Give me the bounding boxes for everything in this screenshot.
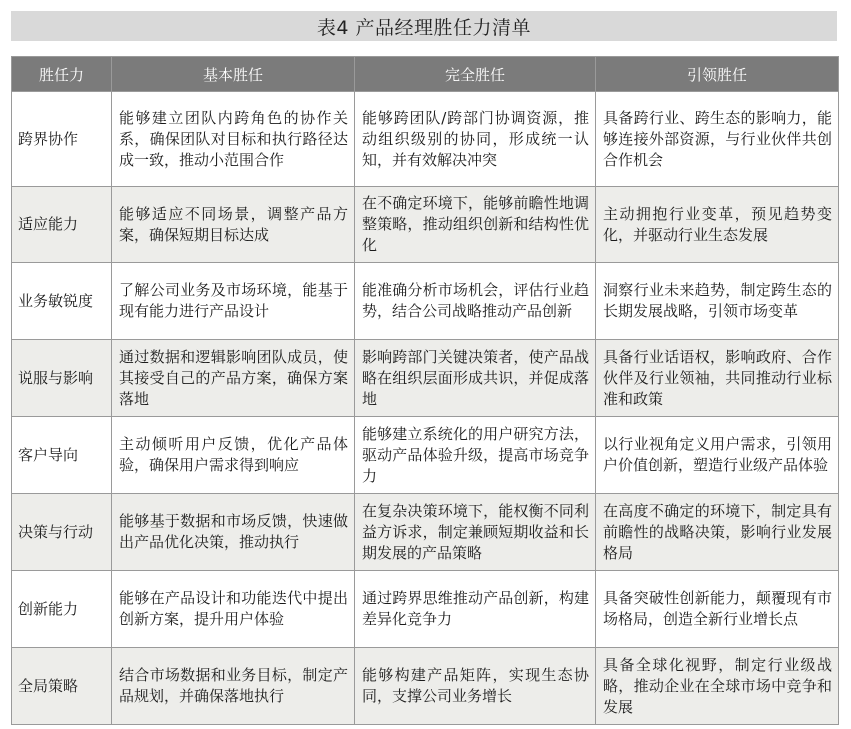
cell-basic: 通过数据和逻辑影响团队成员，使其接受自己的产品方案，确保方案落地 [112,340,355,417]
cell-lead: 在高度不确定的环境下，制定具有前瞻性的战略决策，影响行业发展格局 [596,494,839,571]
cell-lead: 以行业视角定义用户需求，引领用户价值创新，塑造行业级产品体验 [596,417,839,494]
table-row [12,417,839,494]
cell-full: 能够建立系统化的用户研究方法，驱动产品体验升级，提高市场竞争力 [355,417,596,494]
cell-basic: 能够适应不同场景，调整产品方案，确保短期目标达成 [112,187,355,263]
row-label: 跨界协作 [12,92,112,187]
cell-lead: 具备突破性创新能力，颠覆现有市场格局，创造全新行业增长点 [596,571,839,648]
table-row [12,187,839,263]
cell-full: 能准确分析市场机会，评估行业趋势，结合公司战略推动产品创新 [355,263,596,340]
row-label: 全局策略 [12,648,112,725]
header-competency: 胜任力 [12,57,112,92]
table-row [12,340,839,417]
cell-basic: 能够在产品设计和功能迭代中提出创新方案，提升用户体验 [112,571,355,648]
row-label: 适应能力 [12,187,112,263]
cell-full: 能够构建产品矩阵，实现生态协同，支撑公司业务增长 [355,648,596,725]
cell-lead: 洞察行业未来趋势，制定跨生态的长期发展战略，引领市场变革 [596,263,839,340]
table-row [12,571,839,648]
table-row [12,648,839,725]
cell-basic: 了解公司业务及市场环境，能基于现有能力进行产品设计 [112,263,355,340]
row-label: 客户导向 [12,417,112,494]
header-full: 完全胜任 [355,57,596,92]
header-lead: 引领胜任 [596,57,839,92]
table-row [12,494,839,571]
cell-basic: 结合市场数据和业务目标，制定产品规划，并确保落地执行 [112,648,355,725]
cell-basic: 主动倾听用户反馈，优化产品体验，确保用户需求得到响应 [112,417,355,494]
row-label: 创新能力 [12,571,112,648]
row-label: 业务敏锐度 [12,263,112,340]
cell-lead: 具备跨行业、跨生态的影响力，能够连接外部资源，与行业伙伴共创合作机会 [596,92,839,187]
table-row [12,263,839,340]
cell-full: 在复杂决策环境下，能权衡不同利益方诉求，制定兼顾短期收益和长期发展的产品策略 [355,494,596,571]
competency-table [11,56,839,725]
header-row [12,57,839,92]
cell-basic: 能够建立团队内跨角色的协作关系，确保团队对目标和执行路径达成一致，推动小范围合作 [112,92,355,187]
cell-lead: 具备行业话语权，影响政府、合作伙伴及行业领袖，共同推动行业标准和政策 [596,340,839,417]
cell-full: 在不确定环境下，能够前瞻性地调整策略，推动组织创新和结构性优化 [355,187,596,263]
cell-lead: 具备全球化视野，制定行业级战略，推动企业在全球市场中竞争和发展 [596,648,839,725]
table-row [12,92,839,187]
cell-basic: 能够基于数据和市场反馈，快速做出产品优化决策，推动执行 [112,494,355,571]
cell-full: 影响跨部门关键决策者，使产品战略在组织层面形成共识，并促成落地 [355,340,596,417]
row-label: 说服与影响 [12,340,112,417]
header-basic: 基本胜任 [112,57,355,92]
cell-lead: 主动拥抱行业变革，预见趋势变化，并驱动行业生态发展 [596,187,839,263]
cell-full: 通过跨界思维推动产品创新，构建差异化竞争力 [355,571,596,648]
cell-full: 能够跨团队/跨部门协调资源，推动组织级别的协同，形成统一认知，并有效解决冲突 [355,92,596,187]
table-title: 表4 产品经理胜任力清单 [11,11,837,41]
row-label: 决策与行动 [12,494,112,571]
